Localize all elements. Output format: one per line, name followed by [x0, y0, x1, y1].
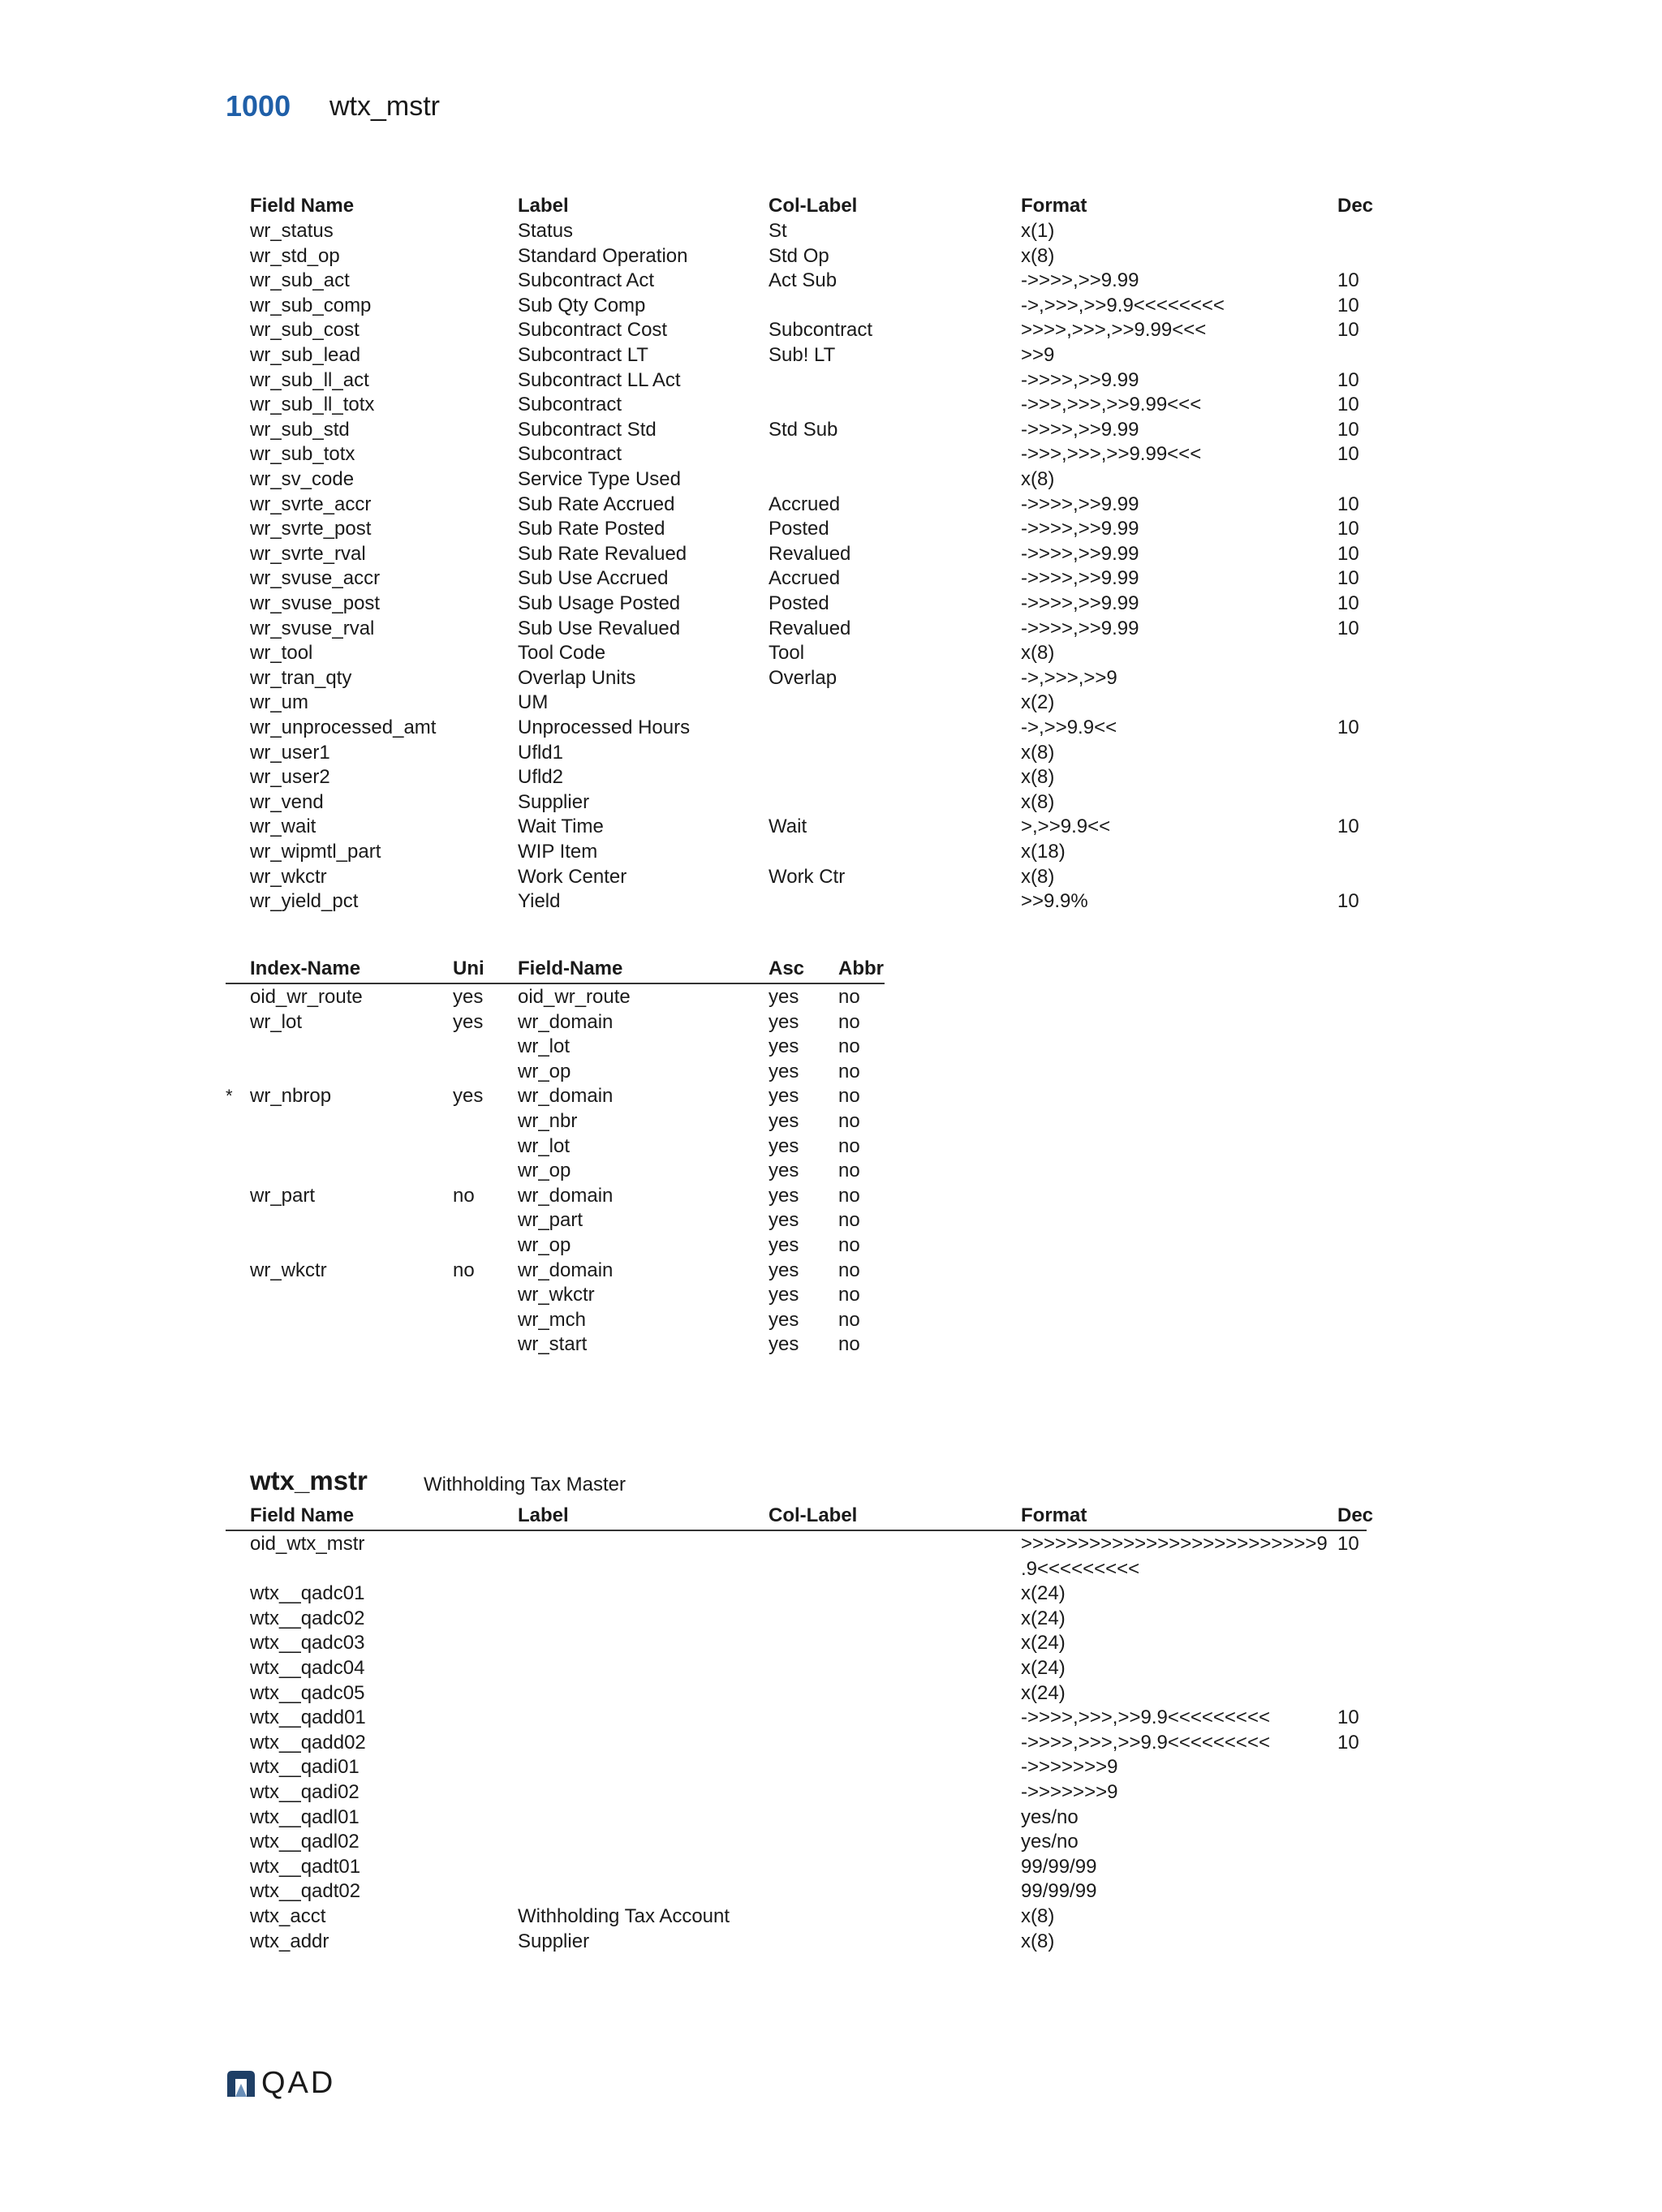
- format-cell: >>9.9%: [1021, 890, 1088, 913]
- table-row: [226, 1681, 1386, 1706]
- table-row: [226, 1854, 1386, 1879]
- wtx-fields-header: [226, 1503, 1386, 1528]
- label-cell: Withholding Tax Account: [518, 1905, 730, 1927]
- format-cell: ->>>>,>>9.99: [1021, 269, 1139, 292]
- label-cell: UM: [518, 691, 549, 714]
- format-cell: 99/99/99: [1021, 1855, 1097, 1878]
- format-cell: x(8): [1021, 642, 1055, 665]
- dec-cell: 10: [1337, 518, 1359, 540]
- table-row: [226, 715, 1386, 740]
- abbr-cell: no: [838, 1010, 860, 1033]
- field-name-cell: wtx_addr: [250, 1930, 329, 1952]
- asc-cell: yes: [769, 1234, 799, 1256]
- table-row: [226, 467, 1386, 492]
- dec-cell: 10: [1337, 1731, 1359, 1754]
- label-cell: Standard Operation: [518, 244, 688, 267]
- primary-index-marker: *: [226, 1086, 233, 1107]
- field-name-cell: oid_wr_route: [518, 986, 631, 1008]
- field-name-cell: wtx__qadd01: [250, 1706, 366, 1729]
- table-row: [226, 740, 1386, 765]
- format-cell: ->>>,>>>,>>9.99<<<: [1021, 394, 1202, 416]
- format-cell: x(24): [1021, 1582, 1066, 1605]
- index-name-cell: wr_lot: [250, 1010, 303, 1033]
- field-name-cell: wr_svuse_accr: [250, 567, 381, 590]
- col-col-label: Col-Label: [769, 1504, 858, 1526]
- field-name-cell: oid_wtx_mstr: [250, 1533, 365, 1555]
- table-row: [226, 665, 1386, 691]
- format-cell: ->>>>,>>9.99: [1021, 368, 1139, 391]
- asc-cell: yes: [769, 1035, 799, 1058]
- page-table-name: wtx_mstr: [329, 91, 440, 122]
- table-row: [226, 1059, 1386, 1084]
- dec-cell: 10: [1337, 269, 1359, 292]
- dec-cell: 10: [1337, 294, 1359, 316]
- field-name-cell: wr_um: [250, 691, 309, 714]
- format-cell: ->,>>>,>>9: [1021, 666, 1117, 689]
- format-cell: ->>>>,>>9.99: [1021, 617, 1139, 639]
- abbr-cell: no: [838, 1234, 860, 1256]
- dec-cell: 10: [1337, 890, 1359, 913]
- label-cell: Sub Rate Posted: [518, 518, 665, 540]
- col-format: Format: [1021, 195, 1087, 217]
- col-label: Label: [518, 1504, 569, 1526]
- table-row: [226, 814, 1386, 839]
- table-row: [226, 864, 1386, 889]
- asc-cell: yes: [769, 1308, 799, 1331]
- abbr-cell: no: [838, 986, 860, 1008]
- table-row: [226, 392, 1386, 417]
- table-row: [226, 541, 1386, 566]
- col-format: Format: [1021, 1504, 1087, 1526]
- table-row: [226, 1829, 1386, 1854]
- col-dec: Dec: [1337, 195, 1374, 217]
- table-row: [226, 1258, 1386, 1283]
- format-cell: ->,>>9.9<<: [1021, 717, 1117, 738]
- field-name-cell: wr_domain: [518, 1184, 614, 1207]
- field-name-cell: wtx__qadt02: [250, 1880, 361, 1903]
- field-name-cell: wr_wkctr: [518, 1284, 595, 1306]
- field-name-cell: wtx__qadt01: [250, 1855, 361, 1878]
- dec-cell: 10: [1337, 542, 1359, 565]
- label-cell: Ufld2: [518, 766, 564, 789]
- field-name-cell: wr_svrte_post: [250, 518, 372, 540]
- abbr-cell: no: [838, 1134, 860, 1157]
- table-row: [226, 1655, 1386, 1681]
- table-row: [226, 1332, 1386, 1357]
- format-cell: >,>>9.9<<: [1021, 816, 1111, 838]
- format-cell: x(18): [1021, 841, 1066, 863]
- label-cell: Supplier: [518, 790, 590, 813]
- field-name-cell: wtx__qadd02: [250, 1731, 366, 1754]
- table-row: [226, 1904, 1386, 1929]
- label-cell: Yield: [518, 890, 561, 913]
- field-name-cell: wr_op: [518, 1160, 571, 1182]
- table-row: [226, 1158, 1386, 1183]
- field-name-cell: wr_tool: [250, 642, 313, 665]
- field-name-cell: wr_yield_pct: [250, 890, 359, 913]
- format-cell: ->>>>,>>>,>>9.9<<<<<<<<<: [1021, 1731, 1270, 1754]
- format-cell: ->>>>>>>9: [1021, 1756, 1118, 1779]
- table-row: [226, 1108, 1386, 1134]
- table-row: [226, 1754, 1386, 1779]
- field-name-cell: wr_user1: [250, 741, 330, 764]
- col-dec: Dec: [1337, 1504, 1374, 1526]
- label-cell: Sub Rate Accrued: [518, 493, 675, 515]
- field-name-cell: wr_lot: [518, 1035, 571, 1058]
- format-cell: ->>>>,>>9.99: [1021, 493, 1139, 515]
- asc-cell: yes: [769, 986, 799, 1008]
- field-name-cell: wr_svrte_rval: [250, 542, 366, 565]
- format-cell: x(24): [1021, 1657, 1066, 1679]
- field-name-cell: wtx__qadc02: [250, 1607, 365, 1629]
- col-label-cell: St: [769, 220, 787, 242]
- col-label-cell: Wait: [769, 816, 807, 838]
- table-row: [226, 1730, 1386, 1755]
- label-cell: Sub Use Accrued: [518, 567, 669, 590]
- table-row: [226, 889, 1386, 914]
- index-name-cell: oid_wr_route: [250, 986, 363, 1008]
- dec-cell: 10: [1337, 418, 1359, 441]
- col-uni: Uni: [453, 958, 484, 979]
- table-row: [226, 640, 1386, 665]
- field-name-cell: wtx__qadc05: [250, 1681, 365, 1704]
- asc-cell: yes: [769, 1209, 799, 1232]
- abbr-cell: no: [838, 1333, 860, 1356]
- field-name-cell: wr_user2: [250, 766, 330, 789]
- label-cell: Subcontract Cost: [518, 319, 668, 342]
- label-cell: Overlap Units: [518, 666, 636, 689]
- table-row: [226, 591, 1386, 616]
- format-cell: >>>>,>>>,>>9.99<<<: [1021, 319, 1207, 342]
- unique-cell: yes: [453, 1010, 484, 1033]
- asc-cell: yes: [769, 1010, 799, 1033]
- dec-cell: 10: [1337, 394, 1359, 416]
- unique-cell: no: [453, 1184, 475, 1207]
- format-cell: x(24): [1021, 1632, 1066, 1655]
- asc-cell: yes: [769, 1085, 799, 1108]
- label-cell: Subcontract LL Act: [518, 368, 681, 391]
- format-cell: x(8): [1021, 244, 1055, 267]
- dec-cell: 10: [1337, 443, 1359, 466]
- format-cell: ->>>>,>>9.99: [1021, 592, 1139, 614]
- label-cell: Unprocessed Hours: [518, 717, 691, 738]
- table-row: [226, 293, 1386, 318]
- field-name-cell: wtx__qadi02: [250, 1781, 360, 1803]
- table-row: [226, 1779, 1386, 1805]
- label-cell: Sub Rate Revalued: [518, 542, 687, 565]
- col-field-name: Field Name: [250, 195, 355, 217]
- table-row: [226, 566, 1386, 591]
- col-label: Label: [518, 195, 569, 217]
- table-row: [226, 790, 1386, 815]
- asc-cell: yes: [769, 1259, 799, 1281]
- col-label-cell: Tool: [769, 642, 805, 665]
- field-name-cell: wr_domain: [518, 1259, 614, 1281]
- table-row: [226, 1630, 1386, 1655]
- format-cell: x(8): [1021, 741, 1055, 764]
- dec-cell: 10: [1337, 816, 1359, 838]
- dec-cell: 10: [1337, 368, 1359, 391]
- label-cell: Sub Qty Comp: [518, 294, 646, 316]
- field-name-cell: wr_sub_totx: [250, 443, 355, 466]
- table-row: [226, 1307, 1386, 1332]
- table-row: [226, 1929, 1386, 1954]
- format-cell: x(24): [1021, 1607, 1066, 1629]
- abbr-cell: no: [838, 1209, 860, 1232]
- qad-logo-text: QAD: [261, 2066, 336, 2100]
- abbr-cell: no: [838, 1184, 860, 1207]
- label-cell: Supplier: [518, 1930, 590, 1952]
- dec-cell: 10: [1337, 592, 1359, 614]
- col-label-cell: Work Ctr: [769, 865, 846, 888]
- field-name-cell: wr_svrte_accr: [250, 493, 372, 515]
- format-cell: x(8): [1021, 790, 1055, 813]
- label-cell: Status: [518, 220, 574, 242]
- field-name-cell: wtx_acct: [250, 1905, 326, 1927]
- abbr-cell: no: [838, 1284, 860, 1306]
- table-row: [226, 839, 1386, 864]
- col-abbr: Abbr: [838, 958, 884, 979]
- label-cell: Subcontract: [518, 394, 622, 416]
- field-name-cell: wr_sub_act: [250, 269, 350, 292]
- table-row: [226, 1878, 1386, 1904]
- col-label-cell: Posted: [769, 518, 829, 540]
- label-cell: Wait Time: [518, 816, 604, 838]
- wr-fields-header: [226, 193, 1386, 218]
- abbr-cell: no: [838, 1035, 860, 1058]
- format-cell: ->>>>>>>9: [1021, 1781, 1118, 1803]
- label-cell: Subcontract LT: [518, 344, 648, 366]
- field-name-cell: wr_op: [518, 1060, 571, 1082]
- format-cell: ->>>>,>>9.99: [1021, 542, 1139, 565]
- field-name-cell: wtx__qadc01: [250, 1582, 365, 1605]
- field-name-cell: wr_sub_lead: [250, 344, 361, 366]
- table-row: [226, 1556, 1386, 1582]
- field-name-cell: wtx__qadc04: [250, 1657, 365, 1679]
- label-cell: Sub Use Revalued: [518, 617, 681, 639]
- table-row: [226, 1134, 1386, 1159]
- field-name-cell: wr_sub_ll_totx: [250, 394, 375, 416]
- field-name-cell: wr_wipmtl_part: [250, 841, 381, 863]
- field-name-cell: wr_sub_std: [250, 418, 350, 441]
- format-cell: yes/no: [1021, 1831, 1079, 1853]
- format-cell: ->>>>,>>>,>>9.9<<<<<<<<<: [1021, 1706, 1270, 1729]
- format-cell: x(2): [1021, 691, 1055, 714]
- col-label-cell: Std Sub: [769, 418, 838, 441]
- abbr-cell: no: [838, 1110, 860, 1132]
- format-cell: .9<<<<<<<<<: [1021, 1557, 1140, 1580]
- asc-cell: yes: [769, 1060, 799, 1082]
- unique-cell: yes: [453, 986, 484, 1008]
- table-row: [226, 268, 1386, 293]
- label-cell: Sub Usage Posted: [518, 592, 681, 614]
- section-title: wtx_mstr: [250, 1465, 368, 1495]
- index-name-cell: wr_wkctr: [250, 1259, 327, 1281]
- field-name-cell: wtx__qadl02: [250, 1831, 360, 1853]
- col-label-cell: Std Op: [769, 244, 829, 267]
- table-row: [226, 1233, 1386, 1258]
- index-name-cell: wr_nbrop: [250, 1085, 332, 1108]
- col-label-cell: Revalued: [769, 617, 851, 639]
- col-col-label: Col-Label: [769, 195, 858, 217]
- table-row: [226, 1581, 1386, 1606]
- field-name-cell: wr_status: [250, 220, 334, 242]
- format-cell: ->,>>>,>>9.9<<<<<<<<: [1021, 294, 1225, 316]
- label-cell: Subcontract Std: [518, 418, 657, 441]
- table-row: [226, 1009, 1386, 1035]
- format-cell: x(24): [1021, 1681, 1066, 1704]
- field-name-cell: wtx__qadi01: [250, 1756, 360, 1779]
- format-cell: x(1): [1021, 220, 1055, 242]
- asc-cell: yes: [769, 1184, 799, 1207]
- asc-cell: yes: [769, 1134, 799, 1157]
- wr-index-header: [226, 956, 1386, 981]
- format-cell: ->>>>,>>9.99: [1021, 518, 1139, 540]
- format-cell: >>9: [1021, 344, 1055, 366]
- table-row: [226, 317, 1386, 342]
- index-name-cell: wr_part: [250, 1184, 316, 1207]
- field-name-cell: wr_domain: [518, 1085, 614, 1108]
- label-cell: Work Center: [518, 865, 627, 888]
- field-name-cell: wr_unprocessed_amt: [250, 717, 437, 738]
- format-cell: x(8): [1021, 865, 1055, 888]
- section-description: Withholding Tax Master: [424, 1474, 626, 1495]
- field-name-cell: wr_op: [518, 1234, 571, 1256]
- label-cell: Ufld1: [518, 741, 564, 764]
- dec-cell: 10: [1337, 1706, 1359, 1729]
- col-label-cell: Revalued: [769, 542, 851, 565]
- table-row: [226, 616, 1386, 641]
- table-row: [226, 342, 1386, 368]
- col-asc: Asc: [769, 958, 805, 979]
- table-row: [226, 1083, 1386, 1108]
- table-row: [226, 1207, 1386, 1233]
- asc-cell: yes: [769, 1160, 799, 1182]
- field-name-cell: wr_sub_ll_act: [250, 368, 369, 391]
- col-label-cell: Posted: [769, 592, 829, 614]
- label-cell: Subcontract: [518, 443, 622, 466]
- field-name-cell: wr_sub_cost: [250, 319, 360, 342]
- field-name-cell: wr_svuse_rval: [250, 617, 375, 639]
- table-row: [226, 1805, 1386, 1830]
- unique-cell: yes: [453, 1085, 484, 1108]
- field-name-cell: wr_tran_qty: [250, 666, 352, 689]
- field-name-cell: wtx__qadc03: [250, 1632, 365, 1655]
- format-cell: x(8): [1021, 1905, 1055, 1927]
- field-name-cell: wr_wait: [250, 816, 316, 838]
- format-cell: x(8): [1021, 766, 1055, 789]
- field-name-cell: wr_svuse_post: [250, 592, 381, 614]
- asc-cell: yes: [769, 1110, 799, 1132]
- dec-cell: 10: [1337, 493, 1359, 515]
- col-label-cell: Subcontract: [769, 319, 873, 342]
- field-name-cell: wr_domain: [518, 1010, 614, 1033]
- format-cell: ->>>,>>>,>>9.99<<<: [1021, 443, 1202, 466]
- format-cell: >>>>>>>>>>>>>>>>>>>>>>>>>>9: [1021, 1533, 1328, 1555]
- label-cell: Service Type Used: [518, 468, 681, 490]
- field-name-cell: wr_mch: [518, 1308, 587, 1331]
- asc-cell: yes: [769, 1284, 799, 1306]
- table-row: [226, 1705, 1386, 1730]
- table-row: [226, 1034, 1386, 1059]
- col-label-cell: Accrued: [769, 493, 841, 515]
- field-name-cell: wr_lot: [518, 1134, 571, 1157]
- dec-cell: 10: [1337, 717, 1359, 738]
- table-row: [226, 243, 1386, 269]
- abbr-cell: no: [838, 1160, 860, 1182]
- abbr-cell: no: [838, 1259, 860, 1281]
- table-row: [226, 417, 1386, 442]
- asc-cell: yes: [769, 1333, 799, 1356]
- page-number: 1000: [226, 89, 291, 123]
- field-name-cell: wr_sub_comp: [250, 294, 372, 316]
- table-row: [226, 1282, 1386, 1307]
- format-cell: yes/no: [1021, 1805, 1079, 1828]
- table-row: [226, 1531, 1386, 1556]
- col-label-cell: Accrued: [769, 567, 841, 590]
- label-cell: Tool Code: [518, 642, 606, 665]
- format-cell: 99/99/99: [1021, 1880, 1097, 1903]
- field-name-cell: wr_sv_code: [250, 468, 355, 490]
- dec-cell: 10: [1337, 617, 1359, 639]
- col-label-cell: Overlap: [769, 666, 837, 689]
- table-row: [226, 516, 1386, 541]
- label-cell: Subcontract Act: [518, 269, 655, 292]
- field-name-cell: wr_std_op: [250, 244, 340, 267]
- table-row: [226, 1606, 1386, 1631]
- abbr-cell: no: [838, 1085, 860, 1108]
- table-row: [226, 984, 1386, 1009]
- dec-cell: 10: [1337, 1533, 1359, 1555]
- table-row: [226, 690, 1386, 715]
- col-field-name: Field-Name: [518, 958, 623, 979]
- col-index-name: Index-Name: [250, 958, 361, 979]
- field-name-cell: wr_nbr: [518, 1110, 578, 1132]
- label-cell: WIP Item: [518, 841, 598, 863]
- table-row: [226, 492, 1386, 517]
- field-name-cell: wr_start: [518, 1333, 588, 1356]
- table-row: [226, 1183, 1386, 1208]
- table-row: [226, 764, 1386, 790]
- format-cell: ->>>>,>>9.99: [1021, 567, 1139, 590]
- abbr-cell: no: [838, 1308, 860, 1331]
- field-name-cell: wr_wkctr: [250, 865, 327, 888]
- table-row: [226, 441, 1386, 467]
- field-name-cell: wtx__qadl01: [250, 1805, 360, 1828]
- table-row: [226, 368, 1386, 393]
- field-name-cell: wr_vend: [250, 790, 324, 813]
- format-cell: x(8): [1021, 468, 1055, 490]
- col-label-cell: Sub! LT: [769, 344, 836, 366]
- dec-cell: 10: [1337, 567, 1359, 590]
- unique-cell: no: [453, 1259, 475, 1281]
- dec-cell: 10: [1337, 319, 1359, 342]
- table-row: [226, 218, 1386, 243]
- field-name-cell: wr_part: [518, 1209, 583, 1232]
- col-field-name: Field Name: [250, 1504, 355, 1526]
- format-cell: x(8): [1021, 1930, 1055, 1952]
- qad-logo-icon: [226, 2069, 256, 2098]
- format-cell: ->>>>,>>9.99: [1021, 418, 1139, 441]
- col-label-cell: Act Sub: [769, 269, 837, 292]
- abbr-cell: no: [838, 1060, 860, 1082]
